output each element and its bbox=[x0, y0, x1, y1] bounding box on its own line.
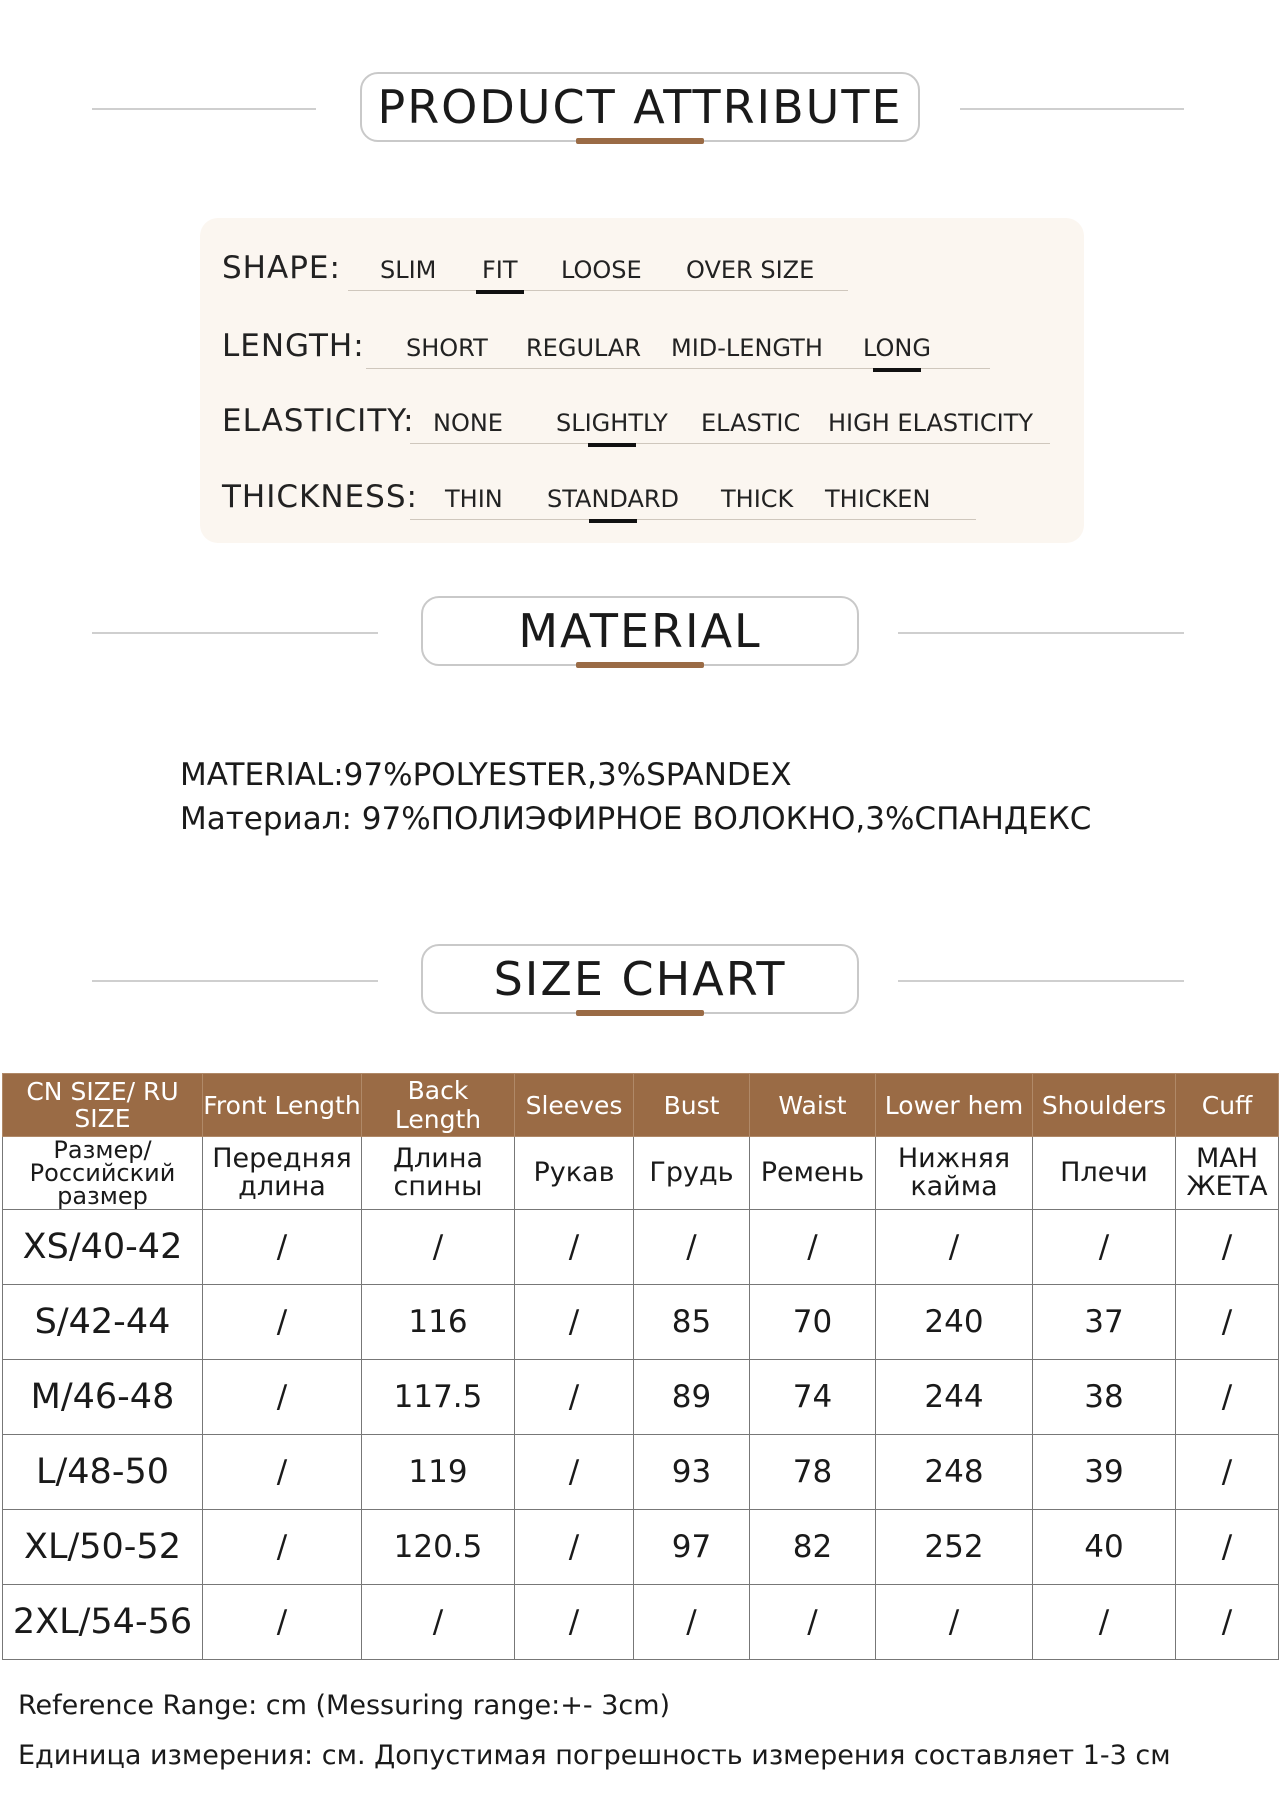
table-row bbox=[3, 1360, 1279, 1435]
divider-left bbox=[92, 980, 378, 982]
table-cell: 93 bbox=[634, 1435, 750, 1510]
table-cell: 120.5 bbox=[362, 1510, 515, 1585]
attribute-rule bbox=[410, 519, 976, 520]
table-cell: / bbox=[634, 1210, 750, 1285]
option-high-elasticity: HIGH ELASTICITY bbox=[828, 409, 1034, 437]
header-shoulders: Shoulders bbox=[1033, 1074, 1176, 1137]
table-cell: 244 bbox=[876, 1360, 1033, 1435]
table-cell: 240 bbox=[876, 1285, 1033, 1360]
table-cell: 85 bbox=[634, 1285, 750, 1360]
table-cell: / bbox=[876, 1585, 1033, 1660]
header-ru-waist: Ремень bbox=[750, 1137, 876, 1210]
material-text-ru: Материал: 97%ПОЛИЭФИРНОЕ ВОЛОКНО,3%СПАНДЕКС bbox=[180, 801, 1092, 837]
table-cell: / bbox=[750, 1585, 876, 1660]
header-lower-hem: Lower hem bbox=[876, 1074, 1033, 1137]
table-cell: / bbox=[515, 1210, 634, 1285]
attribute-row-thickness bbox=[200, 461, 1084, 521]
table-cell: / bbox=[876, 1210, 1033, 1285]
header-back-length: Back Length bbox=[362, 1074, 515, 1137]
table-header-ru bbox=[3, 1137, 1279, 1210]
attribute-label: SHAPE: bbox=[222, 250, 341, 286]
section-title-attribute: PRODUCT ATTRIBUTE bbox=[360, 72, 920, 142]
table-cell: 248 bbox=[876, 1435, 1033, 1510]
header-bust: Bust bbox=[634, 1074, 750, 1137]
attribute-panel bbox=[200, 218, 1084, 543]
option-mid-length: MID-LENGTH bbox=[671, 334, 823, 362]
table-cell: 39 bbox=[1033, 1435, 1176, 1510]
table-cell: / bbox=[1176, 1435, 1279, 1510]
attribute-row-length bbox=[200, 310, 1084, 370]
table-cell: / bbox=[515, 1585, 634, 1660]
option-thin: THIN bbox=[445, 485, 503, 513]
option-fit-selected: FIT bbox=[482, 256, 518, 284]
header-cuff: Cuff bbox=[1176, 1074, 1279, 1137]
table-cell: / bbox=[1176, 1285, 1279, 1360]
option-thick: THICK bbox=[721, 485, 794, 513]
reference-range-en: Reference Range: cm (Messuring range:+- 3cm) bbox=[18, 1690, 671, 1721]
table-cell: 252 bbox=[876, 1510, 1033, 1585]
table-cell: / bbox=[1033, 1585, 1176, 1660]
table-cell: 78 bbox=[750, 1435, 876, 1510]
table-cell: / bbox=[362, 1210, 515, 1285]
table-cell: M/46-48 bbox=[3, 1360, 203, 1435]
section-title-underline bbox=[576, 1010, 704, 1016]
table-cell: / bbox=[515, 1510, 634, 1585]
table-row bbox=[3, 1210, 1279, 1285]
section-title-underline bbox=[576, 138, 704, 144]
table-cell: / bbox=[750, 1210, 876, 1285]
table-cell: 70 bbox=[750, 1285, 876, 1360]
table-cell: / bbox=[515, 1435, 634, 1510]
header-ru-sleeves: Рукав bbox=[515, 1137, 634, 1210]
table-cell: 97 bbox=[634, 1510, 750, 1585]
table-cell: XL/50-52 bbox=[3, 1510, 203, 1585]
table-header-en bbox=[3, 1074, 1279, 1137]
attribute-row-shape bbox=[200, 232, 1084, 292]
table-row bbox=[3, 1285, 1279, 1360]
table-cell: 119 bbox=[362, 1435, 515, 1510]
option-regular: REGULAR bbox=[526, 334, 642, 362]
table-cell: / bbox=[203, 1510, 362, 1585]
header-cn-size: CN SIZE/ RU SIZE bbox=[3, 1074, 203, 1137]
section-title-material: MATERIAL bbox=[421, 596, 859, 666]
table-cell: 74 bbox=[750, 1360, 876, 1435]
option-slim: SLIM bbox=[380, 256, 437, 284]
header-ru-lower-hem: Нижняя кайма bbox=[876, 1137, 1033, 1210]
table-cell: / bbox=[362, 1585, 515, 1660]
table-cell: 116 bbox=[362, 1285, 515, 1360]
table-cell: / bbox=[1176, 1210, 1279, 1285]
option-elastic: ELASTIC bbox=[701, 409, 801, 437]
option-over-size: OVER SIZE bbox=[686, 256, 815, 284]
table-cell: 82 bbox=[750, 1510, 876, 1585]
table-cell: / bbox=[515, 1285, 634, 1360]
table-row bbox=[3, 1585, 1279, 1660]
table-cell: 38 bbox=[1033, 1360, 1176, 1435]
attribute-rule bbox=[348, 290, 848, 291]
table-cell: XS/40-42 bbox=[3, 1210, 203, 1285]
attribute-rule bbox=[410, 443, 1050, 444]
header-sleeves: Sleeves bbox=[515, 1074, 634, 1137]
attribute-label: THICKNESS: bbox=[222, 479, 418, 515]
table-cell: / bbox=[1033, 1210, 1176, 1285]
table-cell: / bbox=[1176, 1510, 1279, 1585]
divider-right bbox=[898, 632, 1184, 634]
divider-right bbox=[898, 980, 1184, 982]
table-cell: / bbox=[203, 1360, 362, 1435]
attribute-label: LENGTH: bbox=[222, 328, 365, 364]
section-title-size-chart: SIZE CHART bbox=[421, 944, 859, 1014]
table-cell: / bbox=[203, 1285, 362, 1360]
header-waist: Waist bbox=[750, 1074, 876, 1137]
option-long-selected: LONG bbox=[863, 334, 931, 362]
header-ru-bust: Грудь bbox=[634, 1137, 750, 1210]
table-cell: 37 bbox=[1033, 1285, 1176, 1360]
table-cell: / bbox=[203, 1210, 362, 1285]
table-cell: / bbox=[203, 1585, 362, 1660]
attribute-label: ELASTICITY: bbox=[222, 403, 415, 439]
attribute-row-elasticity bbox=[200, 385, 1084, 445]
table-cell: / bbox=[515, 1360, 634, 1435]
divider-left bbox=[92, 108, 316, 110]
option-none: NONE bbox=[433, 409, 503, 437]
divider-left bbox=[92, 632, 378, 634]
header-front-length: Front Length bbox=[203, 1074, 362, 1137]
table-cell: 117.5 bbox=[362, 1360, 515, 1435]
option-standard-selected: STANDARD bbox=[547, 485, 680, 513]
section-title-underline bbox=[576, 662, 704, 668]
option-loose: LOOSE bbox=[561, 256, 642, 284]
option-thicken: THICKEN bbox=[825, 485, 931, 513]
table-cell: / bbox=[1176, 1360, 1279, 1435]
table-cell: / bbox=[203, 1435, 362, 1510]
table-row bbox=[3, 1435, 1279, 1510]
option-slightly-selected: SLIGHTLY bbox=[556, 409, 668, 437]
divider-right bbox=[960, 108, 1184, 110]
table-cell: S/42-44 bbox=[3, 1285, 203, 1360]
option-short: SHORT bbox=[406, 334, 488, 362]
table-cell: / bbox=[1176, 1585, 1279, 1660]
table-cell: 2XL/54-56 bbox=[3, 1585, 203, 1660]
header-ru-shoulders: Плечи bbox=[1033, 1137, 1176, 1210]
header-ru-size: Размер/ Российский размер bbox=[3, 1137, 203, 1210]
size-chart-table bbox=[2, 1073, 1279, 1660]
table-cell: 40 bbox=[1033, 1510, 1176, 1585]
table-cell: L/48-50 bbox=[3, 1435, 203, 1510]
header-ru-back-length: Длина спины bbox=[362, 1137, 515, 1210]
table-row bbox=[3, 1510, 1279, 1585]
table-cell: 89 bbox=[634, 1360, 750, 1435]
table-cell: / bbox=[634, 1585, 750, 1660]
header-ru-cuff: МАН ЖЕТА bbox=[1176, 1137, 1279, 1210]
header-ru-front-length: Передняя длина bbox=[203, 1137, 362, 1210]
material-text-en: MATERIAL:97%POLYESTER,3%SPANDEX bbox=[180, 757, 792, 793]
reference-range-ru: Единица измерения: см. Допустимая погрешность измерения составляет 1-3 см bbox=[18, 1740, 1171, 1771]
